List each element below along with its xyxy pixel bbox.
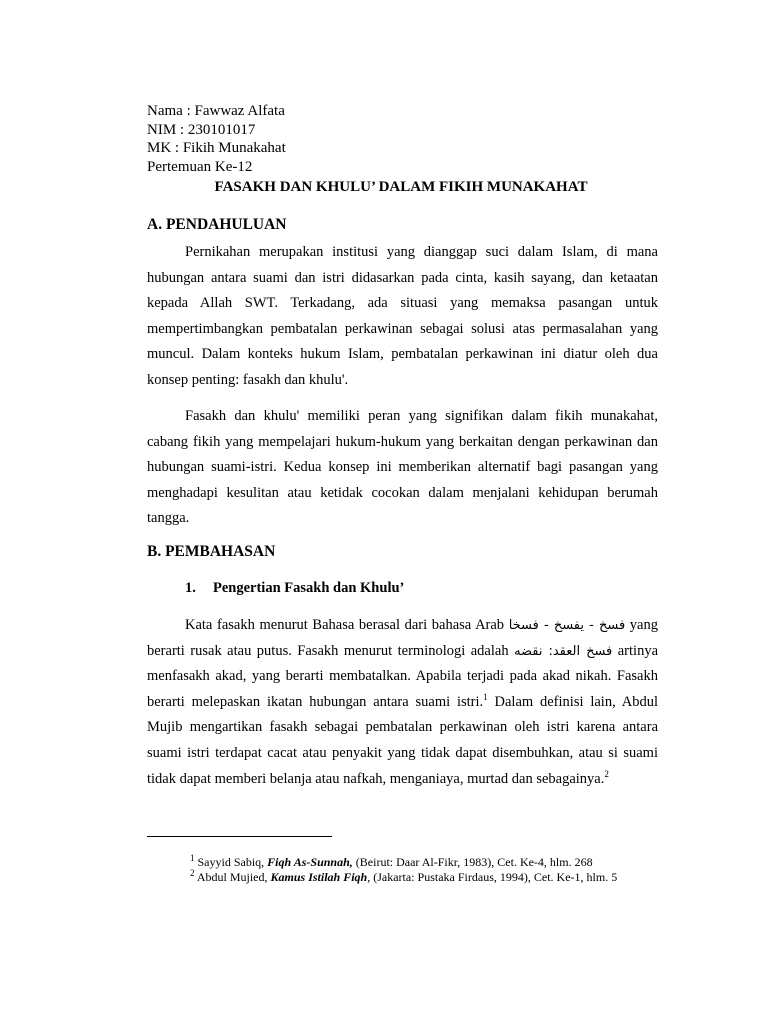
meeting-number: Pertemuan Ke-12	[147, 158, 253, 175]
section-a-heading: A. PENDAHULUAN	[147, 216, 287, 233]
paragraph-text-2: yang berarti rusak atau putus. Fasakh menurut terminologi adalah	[147, 617, 658, 659]
footnote-1-publication: (Beirut: Daar Al-Fikr, 1983), Cet. Ke-4, hlm. 268	[352, 855, 593, 869]
footnote-divider	[147, 836, 332, 837]
subsection-1-number: 1.	[185, 580, 196, 596]
footnote-1	[190, 855, 617, 870]
footnote-ref-1[interactable]: 1	[483, 691, 488, 702]
footnote-2-number: 2	[190, 868, 195, 878]
section-b-heading: B. PEMBAHASAN	[147, 543, 276, 560]
subsection-1-title: Pengertian Fasakh dan Khulu’	[213, 580, 405, 596]
footnote-2-author: Abdul Mujied,	[196, 870, 271, 884]
footnote-1-author: Sayyid Sabiq,	[197, 855, 268, 869]
footnote-1-book-title: Fiqh As-Sunnah,	[267, 855, 353, 869]
subsection-1-heading	[185, 580, 404, 597]
footnote-1-number: 1	[190, 853, 195, 863]
footnotes	[190, 855, 617, 885]
arabic-term-fasakh-akad: فسخ العقد: نقضه	[514, 643, 613, 659]
student-info	[147, 102, 286, 176]
footnote-ref-2[interactable]: 2	[604, 768, 609, 779]
document-title: FASAKH DAN KHULU’ DALAM FIKIH MUNAKAHAT	[214, 179, 588, 195]
paragraph-text-1: Kata fasakh menurut Bahasa berasal dari bahasa Arab	[185, 617, 509, 633]
footnote-2-book-title: Kamus Istilah Fiqh	[270, 870, 368, 884]
paragraph-text-4: Dalam definisi lain, Abdul Mujib mengartikan fasakh sebagai pembatalan perkawinan oleh istri karena antara suami istri terdapat cacat atau penyakit yang tidak dapat disembuhkan, atau si suami tidak dapat memberi belanja atau nafkah, menganiaya, murtad dan sebagainya.	[147, 693, 658, 787]
student-name: Nama : Fawwaz Alfata	[147, 103, 285, 119]
footnote-2	[190, 870, 617, 885]
paragraph-text-3: artinya menfasakh akad, yang berarti membatalkan. Apabila terjadi pada akad nikah. Fasakh berarti melepaskan ikatan hubungan antara suami istri.	[147, 642, 659, 710]
course-name: MK : Fikih Munakahat	[147, 140, 286, 156]
student-nim: NIM : 230101017	[147, 121, 256, 138]
section-a-paragraph-2: Fasakh dan khulu' memiliki peran yang signifikan dalam fikih munakahat, cabang fikih yang mempelajari hukum-hukum yang berkaitan dengan perkawinan dan hubungan suami-istri. Kedua konsep ini memberikan alternatif bagi pasangan yang menghadapi kesulitan atau ketidak cocokan dalam menjalani kehidupan berumah tangga.	[147, 408, 658, 527]
subsection-1-paragraph	[147, 613, 658, 792]
arabic-term-fasakh: فسخ - يفسخ - فسخا	[508, 618, 626, 633]
section-a-paragraph-1: Pernikahan merupakan institusi yang dianggap suci dalam Islam, di mana hubungan antara suami dan istri didasarkan pada cinta, kasih sayang, dan ketaatan kepada Allah SWT. Terkadang, ada situasi yang memaksa pasangan untuk mempertimbangkan pembatalan perkawinan sebagai solusi atas permasalahan yang muncul. Dalam konteks hukum Islam, pembatalan perkawinan ini diatur oleh dua konsep penting: fasakh dan khulu'.	[147, 244, 658, 388]
footnote-2-publication: , (Jakarta: Pustaka Firdaus, 1994), Cet. Ke-1, hlm. 5	[367, 870, 618, 884]
